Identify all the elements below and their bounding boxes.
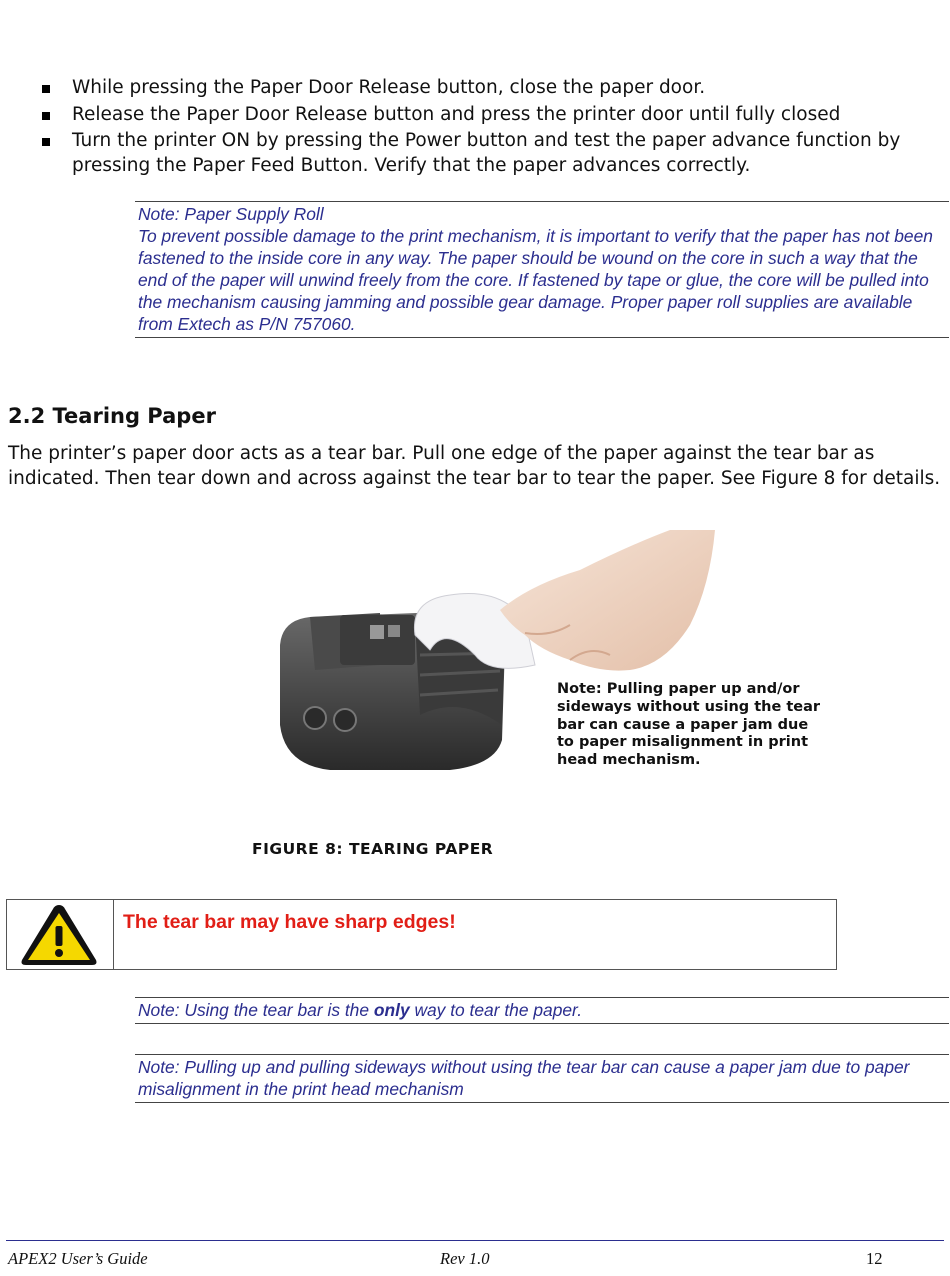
step-text: While pressing the Paper Door Release button, close the paper door.: [72, 77, 706, 98]
note-pulling-text: Note: Pulling up and pulling sideways without using the tear bar can cause a paper jam due to paper misalignment in the print head mechanism: [138, 1057, 910, 1099]
note-only-before: Note: Using the tear bar is the: [138, 1000, 374, 1020]
figure-caption: FIGURE 8: TEARING PAPER: [252, 840, 494, 858]
footer-revision: Rev 1.0: [440, 1249, 490, 1268]
section-heading: 2.2 Tearing Paper: [8, 404, 216, 428]
pulling-note: [135, 1054, 949, 1103]
note-title: Note: Paper Supply Roll: [138, 204, 324, 224]
warning-box: [6, 899, 837, 970]
only-way-note: [135, 997, 949, 1024]
bullet-icon: [42, 112, 50, 120]
note-body: To prevent possible damage to the print mechanism, it is important to verify that the paper has not been fastened to the inside core in any way. The paper should be wound on the core in such a way that the end of the paper will unwind freely from the core. If fastened by tape or glue, the core will be pulled into the mechanism causing jamming and possible gear damage. Proper paper roll supplies are available from Extech as P/N 757060.: [138, 226, 933, 334]
bullet-icon: [42, 138, 50, 146]
figure-note: Note: Pulling paper up and/or sideways without using the tear bar can cause a paper jam due to paper misalignment in print head mechanism.: [557, 681, 821, 769]
step-item: [40, 76, 945, 101]
warning-text: The tear bar may have sharp edges!: [123, 911, 456, 933]
step-item: [40, 103, 945, 128]
procedure-steps: [40, 76, 945, 180]
warning-triangle-icon: [19, 902, 99, 968]
bullet-icon: [42, 85, 50, 93]
section-body: The printer’s paper door acts as a tear bar. Pull one edge of the paper against the tear bar as indicated. Then tear down and across against the tear bar to tear the paper. See Figure 8 for details.: [8, 443, 941, 489]
footer-rule: [6, 1240, 944, 1241]
warning-icon-cell: [7, 900, 114, 969]
page-number: 12: [866, 1249, 883, 1268]
paper-supply-note: [135, 201, 949, 338]
footer-title: APEX2 User’s Guide: [8, 1249, 148, 1268]
step-text: Release the Paper Door Release button and press the printer door until fully closed: [72, 103, 841, 125]
note-only-emphasis: only: [373, 1000, 410, 1020]
note-only-after: way to tear the paper.: [409, 1000, 583, 1020]
step-item: [40, 129, 945, 178]
note-only-text: [138, 999, 949, 1021]
step-text: Turn the printer ON by pressing the Power button and test the paper advance function by pressing the Paper Feed Button. Verify that the paper advances correctly.: [72, 130, 901, 176]
